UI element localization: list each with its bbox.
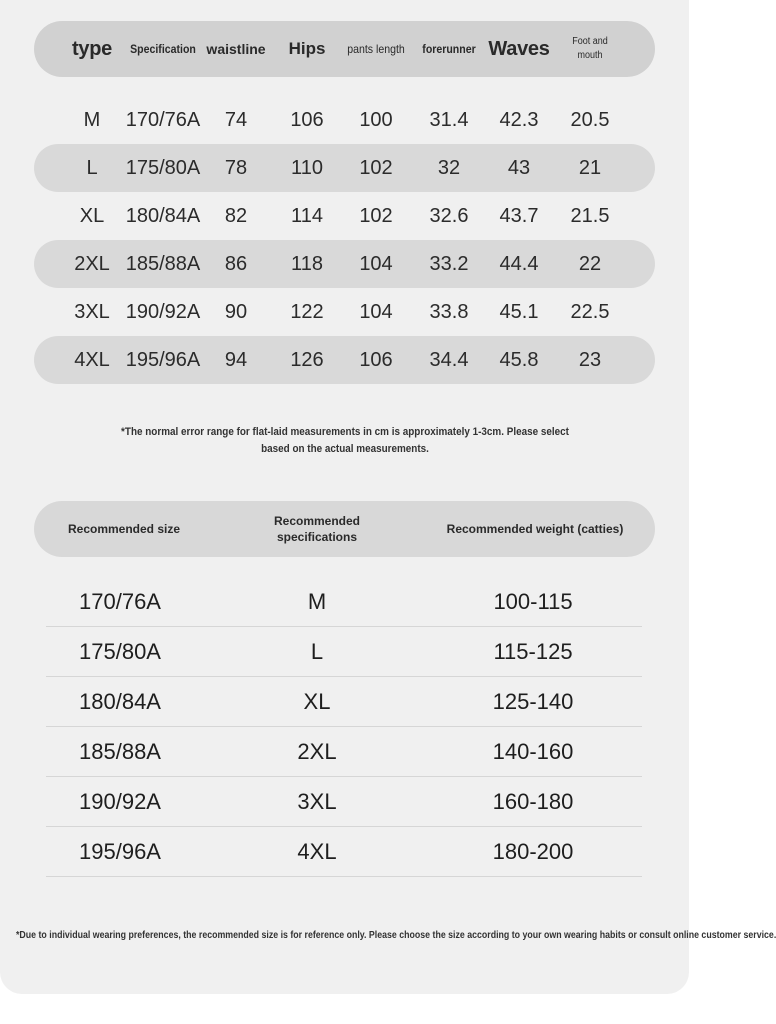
size-type: 2XL <box>74 252 110 275</box>
size-measurement-table <box>34 21 655 384</box>
rec-size: 175/80A <box>79 638 161 664</box>
size-row <box>34 240 655 288</box>
size-foot: 20.5 <box>570 108 610 131</box>
size-waist: 82 <box>224 204 248 227</box>
size-length: 100 <box>359 108 393 131</box>
size-table-header <box>34 21 655 77</box>
size-waist: 94 <box>224 348 248 371</box>
rec-weight: 125-140 <box>492 688 574 714</box>
size-row <box>34 144 655 192</box>
size-length: 102 <box>359 204 393 227</box>
size-type: L <box>86 156 98 179</box>
size-spec: 195/96A <box>125 348 201 371</box>
header-foot-mouth: Foot and mouth <box>572 36 608 61</box>
size-foot: 21.5 <box>570 204 610 227</box>
recommendation-table-header <box>34 501 655 557</box>
size-length: 102 <box>359 156 393 179</box>
header-recommended-weight: Recommended weight (catties) <box>446 522 624 536</box>
size-length: 106 <box>359 348 393 371</box>
recommendation-row <box>46 627 642 677</box>
rec-spec: M <box>307 588 327 614</box>
size-hips: 118 <box>291 252 323 275</box>
size-type: M <box>83 108 101 131</box>
measurement-error-note: *The normal error range for flat-laid measurements in cm is approximately 1-3cm. Please select based on the actual measurements. <box>121 426 569 455</box>
rec-size: 195/96A <box>79 838 161 864</box>
size-spec: 175/80A <box>125 156 201 179</box>
rec-spec: XL <box>303 688 331 714</box>
size-waist: 90 <box>224 300 248 323</box>
size-forerunner: 34.4 <box>429 348 469 371</box>
size-spec: 170/76A <box>125 108 201 131</box>
size-hips: 122 <box>290 300 324 323</box>
rec-weight: 180-200 <box>492 838 574 864</box>
size-waves: 43.7 <box>499 204 539 227</box>
rec-size: 190/92A <box>79 788 161 814</box>
size-spec: 190/92A <box>125 300 201 323</box>
size-row <box>34 96 655 144</box>
rec-spec: 4XL <box>297 838 337 864</box>
recommendation-row <box>46 777 642 827</box>
rec-weight: 100-115 <box>493 588 573 614</box>
size-hips: 106 <box>290 108 324 131</box>
header-waistline: waistline <box>206 41 266 57</box>
rec-size: 170/76A <box>79 588 161 614</box>
recommendation-row <box>46 827 642 877</box>
size-foot: 22 <box>578 252 602 275</box>
size-spec: 180/84A <box>125 204 201 227</box>
header-specification: Specification <box>130 42 196 56</box>
size-waist: 86 <box>224 252 248 275</box>
rec-size: 180/84A <box>79 688 161 714</box>
rec-weight: 140-160 <box>492 738 574 764</box>
size-waves: 43 <box>507 156 531 179</box>
size-foot: 23 <box>578 348 602 371</box>
recommendation-table <box>34 501 655 864</box>
header-waves: Waves <box>488 37 550 60</box>
size-foot: 21 <box>578 156 602 179</box>
size-waves: 44.4 <box>499 252 539 275</box>
size-row <box>34 288 655 336</box>
recommendation-row <box>46 677 642 727</box>
size-length: 104 <box>359 252 393 275</box>
rec-spec: L <box>310 638 324 664</box>
recommendation-row <box>46 577 642 627</box>
size-waves: 42.3 <box>499 108 539 131</box>
size-forerunner: 33.2 <box>429 252 469 275</box>
size-waves: 45.8 <box>499 348 539 371</box>
size-row <box>34 336 655 384</box>
size-type: 4XL <box>74 348 110 371</box>
size-hips: 126 <box>290 348 324 371</box>
size-hips: 110 <box>291 156 323 179</box>
rec-spec: 3XL <box>297 788 337 814</box>
size-forerunner: 32.6 <box>429 204 469 227</box>
size-hips: 114 <box>291 204 323 227</box>
header-pants-length: pants length <box>347 42 405 56</box>
size-length: 104 <box>359 300 393 323</box>
header-hips: Hips <box>288 39 326 58</box>
size-row <box>34 192 655 240</box>
header-recommended-size: Recommended size <box>67 522 181 536</box>
recommendation-disclaimer-note: *Due to individual wearing preferences, the recommended size is for reference only. Please choose the size according to your own wearing habits or consult online customer service. <box>16 930 776 941</box>
rec-size: 185/88A <box>79 738 161 764</box>
size-waist: 74 <box>224 108 248 131</box>
size-forerunner: 32 <box>437 156 461 179</box>
size-forerunner: 33.8 <box>429 300 469 323</box>
header-recommended-spec: Recommended specifications <box>273 514 361 544</box>
rec-weight: 115-125 <box>493 638 573 664</box>
size-waves: 45.1 <box>499 300 539 323</box>
size-forerunner: 31.4 <box>429 108 469 131</box>
size-foot: 22.5 <box>570 300 610 323</box>
header-type: type <box>72 37 112 60</box>
size-type: XL <box>79 204 105 227</box>
recommendation-row <box>46 727 642 777</box>
rec-spec: 2XL <box>297 738 337 764</box>
size-waist: 78 <box>224 156 248 179</box>
header-forerunner: forerunner <box>422 42 476 56</box>
size-spec: 185/88A <box>125 252 201 275</box>
recommendation-table-body <box>46 577 642 877</box>
rec-weight: 160-180 <box>492 788 574 814</box>
size-type: 3XL <box>74 300 110 323</box>
